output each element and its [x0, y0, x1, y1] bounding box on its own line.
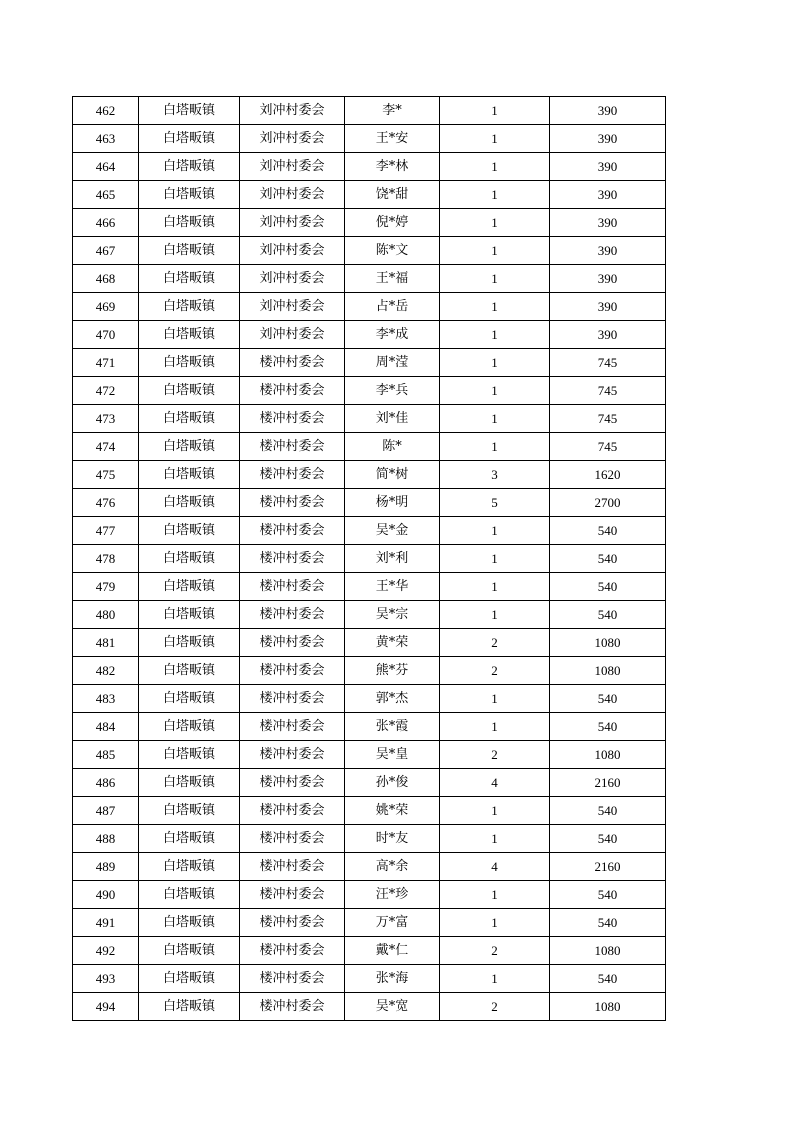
- cell-amount: 390: [550, 237, 666, 265]
- cell-person-count: 1: [440, 881, 550, 909]
- cell-village-committee: 刘冲村委会: [240, 153, 345, 181]
- cell-serial-number: 489: [73, 853, 139, 881]
- cell-village-committee: 楼冲村委会: [240, 349, 345, 377]
- cell-person-name: 王*华: [345, 573, 440, 601]
- table-row: [73, 629, 666, 657]
- cell-town: 白塔畈镇: [139, 153, 240, 181]
- cell-town: 白塔畈镇: [139, 937, 240, 965]
- cell-town: 白塔畈镇: [139, 741, 240, 769]
- cell-town: 白塔畈镇: [139, 629, 240, 657]
- cell-amount: 1080: [550, 657, 666, 685]
- cell-amount: 745: [550, 377, 666, 405]
- cell-person-count: 1: [440, 601, 550, 629]
- cell-serial-number: 466: [73, 209, 139, 237]
- cell-serial-number: 486: [73, 769, 139, 797]
- cell-town: 白塔畈镇: [139, 517, 240, 545]
- cell-amount: 540: [550, 797, 666, 825]
- cell-person-name: 吴*宗: [345, 601, 440, 629]
- cell-serial-number: 476: [73, 489, 139, 517]
- cell-person-count: 1: [440, 153, 550, 181]
- table-row: [73, 125, 666, 153]
- cell-person-name: 饶*甜: [345, 181, 440, 209]
- table-row: [73, 741, 666, 769]
- table-row: [73, 713, 666, 741]
- cell-serial-number: 483: [73, 685, 139, 713]
- cell-amount: 540: [550, 517, 666, 545]
- cell-person-count: 1: [440, 909, 550, 937]
- cell-person-name: 时*友: [345, 825, 440, 853]
- cell-amount: 745: [550, 405, 666, 433]
- cell-town: 白塔畈镇: [139, 97, 240, 125]
- cell-serial-number: 479: [73, 573, 139, 601]
- cell-amount: 390: [550, 321, 666, 349]
- cell-amount: 745: [550, 433, 666, 461]
- cell-village-committee: 楼冲村委会: [240, 993, 345, 1021]
- cell-village-committee: 楼冲村委会: [240, 937, 345, 965]
- table-row: [73, 461, 666, 489]
- beneficiary-table: [72, 96, 666, 1021]
- cell-town: 白塔畈镇: [139, 489, 240, 517]
- cell-town: 白塔畈镇: [139, 237, 240, 265]
- cell-serial-number: 463: [73, 125, 139, 153]
- cell-town: 白塔畈镇: [139, 797, 240, 825]
- cell-serial-number: 493: [73, 965, 139, 993]
- cell-serial-number: 465: [73, 181, 139, 209]
- cell-person-count: 1: [440, 265, 550, 293]
- cell-person-count: 1: [440, 965, 550, 993]
- cell-serial-number: 490: [73, 881, 139, 909]
- cell-town: 白塔畈镇: [139, 545, 240, 573]
- cell-town: 白塔畈镇: [139, 713, 240, 741]
- cell-person-count: 1: [440, 377, 550, 405]
- cell-person-name: 占*岳: [345, 293, 440, 321]
- cell-amount: 540: [550, 825, 666, 853]
- cell-serial-number: 472: [73, 377, 139, 405]
- table-row: [73, 209, 666, 237]
- cell-town: 白塔畈镇: [139, 601, 240, 629]
- table-row: [73, 545, 666, 573]
- cell-village-committee: 楼冲村委会: [240, 685, 345, 713]
- table-row: [73, 153, 666, 181]
- cell-amount: 540: [550, 881, 666, 909]
- cell-village-committee: 刘冲村委会: [240, 237, 345, 265]
- cell-amount: 540: [550, 685, 666, 713]
- table-row: [73, 685, 666, 713]
- cell-person-name: 陈*: [345, 433, 440, 461]
- cell-town: 白塔畈镇: [139, 993, 240, 1021]
- table-row: [73, 517, 666, 545]
- table-row: [73, 293, 666, 321]
- cell-person-name: 王*福: [345, 265, 440, 293]
- cell-town: 白塔畈镇: [139, 657, 240, 685]
- cell-person-count: 5: [440, 489, 550, 517]
- cell-amount: 2160: [550, 769, 666, 797]
- cell-person-name: 简*树: [345, 461, 440, 489]
- cell-village-committee: 楼冲村委会: [240, 433, 345, 461]
- cell-amount: 390: [550, 209, 666, 237]
- cell-person-count: 1: [440, 237, 550, 265]
- cell-person-count: 1: [440, 349, 550, 377]
- cell-person-name: 吴*宽: [345, 993, 440, 1021]
- cell-person-count: 3: [440, 461, 550, 489]
- cell-town: 白塔畈镇: [139, 265, 240, 293]
- cell-person-name: 陈*文: [345, 237, 440, 265]
- table-row: [73, 797, 666, 825]
- cell-village-committee: 楼冲村委会: [240, 405, 345, 433]
- cell-village-committee: 刘冲村委会: [240, 125, 345, 153]
- cell-serial-number: 462: [73, 97, 139, 125]
- cell-person-name: 汪*珍: [345, 881, 440, 909]
- cell-serial-number: 491: [73, 909, 139, 937]
- cell-person-name: 张*海: [345, 965, 440, 993]
- cell-village-committee: 楼冲村委会: [240, 377, 345, 405]
- cell-serial-number: 475: [73, 461, 139, 489]
- table-row: [73, 909, 666, 937]
- cell-serial-number: 470: [73, 321, 139, 349]
- cell-town: 白塔畈镇: [139, 909, 240, 937]
- cell-person-count: 1: [440, 545, 550, 573]
- cell-serial-number: 468: [73, 265, 139, 293]
- cell-serial-number: 494: [73, 993, 139, 1021]
- cell-village-committee: 楼冲村委会: [240, 909, 345, 937]
- cell-town: 白塔畈镇: [139, 433, 240, 461]
- cell-amount: 390: [550, 293, 666, 321]
- cell-town: 白塔畈镇: [139, 181, 240, 209]
- cell-serial-number: 488: [73, 825, 139, 853]
- cell-person-count: 1: [440, 181, 550, 209]
- cell-town: 白塔畈镇: [139, 965, 240, 993]
- cell-person-name: 张*霞: [345, 713, 440, 741]
- cell-person-count: 1: [440, 713, 550, 741]
- cell-amount: 540: [550, 573, 666, 601]
- cell-amount: 540: [550, 601, 666, 629]
- table-row: [73, 433, 666, 461]
- cell-person-count: 1: [440, 125, 550, 153]
- cell-village-committee: 楼冲村委会: [240, 853, 345, 881]
- cell-person-count: 4: [440, 853, 550, 881]
- table-row: [73, 601, 666, 629]
- cell-town: 白塔畈镇: [139, 377, 240, 405]
- cell-amount: 745: [550, 349, 666, 377]
- cell-person-name: 王*安: [345, 125, 440, 153]
- table-row: [73, 97, 666, 125]
- cell-town: 白塔畈镇: [139, 405, 240, 433]
- cell-village-committee: 刘冲村委会: [240, 293, 345, 321]
- cell-village-committee: 楼冲村委会: [240, 629, 345, 657]
- table-row: [73, 853, 666, 881]
- cell-person-count: 2: [440, 937, 550, 965]
- cell-serial-number: 487: [73, 797, 139, 825]
- cell-serial-number: 464: [73, 153, 139, 181]
- table-row: [73, 181, 666, 209]
- cell-person-count: 1: [440, 517, 550, 545]
- cell-person-name: 黄*荣: [345, 629, 440, 657]
- table-row: [73, 881, 666, 909]
- cell-town: 白塔畈镇: [139, 461, 240, 489]
- cell-person-name: 倪*婷: [345, 209, 440, 237]
- table-row: [73, 965, 666, 993]
- table-row: [73, 657, 666, 685]
- cell-person-count: 2: [440, 657, 550, 685]
- cell-serial-number: 480: [73, 601, 139, 629]
- cell-town: 白塔畈镇: [139, 853, 240, 881]
- cell-person-name: 李*林: [345, 153, 440, 181]
- cell-amount: 390: [550, 265, 666, 293]
- table-row: [73, 825, 666, 853]
- cell-person-name: 吴*皇: [345, 741, 440, 769]
- cell-village-committee: 楼冲村委会: [240, 545, 345, 573]
- cell-village-committee: 楼冲村委会: [240, 601, 345, 629]
- cell-person-name: 刘*佳: [345, 405, 440, 433]
- cell-amount: 1080: [550, 741, 666, 769]
- cell-person-count: 2: [440, 741, 550, 769]
- table-row: [73, 489, 666, 517]
- cell-village-committee: 刘冲村委会: [240, 265, 345, 293]
- cell-person-count: 1: [440, 825, 550, 853]
- cell-serial-number: 484: [73, 713, 139, 741]
- table-row: [73, 265, 666, 293]
- cell-serial-number: 485: [73, 741, 139, 769]
- cell-amount: 390: [550, 181, 666, 209]
- cell-town: 白塔畈镇: [139, 349, 240, 377]
- cell-town: 白塔畈镇: [139, 825, 240, 853]
- table-row: [73, 321, 666, 349]
- cell-person-name: 李*兵: [345, 377, 440, 405]
- cell-person-count: 1: [440, 97, 550, 125]
- cell-person-count: 2: [440, 993, 550, 1021]
- cell-amount: 390: [550, 153, 666, 181]
- cell-person-count: 1: [440, 573, 550, 601]
- cell-person-count: 1: [440, 209, 550, 237]
- cell-person-name: 万*富: [345, 909, 440, 937]
- cell-person-count: 1: [440, 797, 550, 825]
- cell-village-committee: 楼冲村委会: [240, 797, 345, 825]
- cell-village-committee: 刘冲村委会: [240, 321, 345, 349]
- cell-amount: 1080: [550, 629, 666, 657]
- cell-person-name: 李*: [345, 97, 440, 125]
- cell-village-committee: 楼冲村委会: [240, 489, 345, 517]
- cell-amount: 2700: [550, 489, 666, 517]
- cell-village-committee: 楼冲村委会: [240, 825, 345, 853]
- cell-village-committee: 楼冲村委会: [240, 741, 345, 769]
- cell-amount: 1080: [550, 937, 666, 965]
- cell-person-count: 1: [440, 433, 550, 461]
- cell-village-committee: 楼冲村委会: [240, 965, 345, 993]
- table-row: [73, 377, 666, 405]
- cell-person-name: 高*余: [345, 853, 440, 881]
- cell-serial-number: 467: [73, 237, 139, 265]
- cell-person-count: 1: [440, 405, 550, 433]
- cell-person-name: 戴*仁: [345, 937, 440, 965]
- table-row: [73, 937, 666, 965]
- cell-person-name: 李*成: [345, 321, 440, 349]
- cell-person-name: 周*滢: [345, 349, 440, 377]
- cell-village-committee: 楼冲村委会: [240, 713, 345, 741]
- cell-amount: 1080: [550, 993, 666, 1021]
- cell-serial-number: 473: [73, 405, 139, 433]
- cell-village-committee: 楼冲村委会: [240, 517, 345, 545]
- cell-amount: 390: [550, 125, 666, 153]
- table-row: [73, 573, 666, 601]
- cell-town: 白塔畈镇: [139, 209, 240, 237]
- cell-town: 白塔畈镇: [139, 321, 240, 349]
- table-row: [73, 769, 666, 797]
- cell-town: 白塔畈镇: [139, 685, 240, 713]
- cell-person-count: 1: [440, 321, 550, 349]
- cell-village-committee: 刘冲村委会: [240, 181, 345, 209]
- table-body: [73, 97, 666, 1021]
- cell-serial-number: 469: [73, 293, 139, 321]
- cell-town: 白塔畈镇: [139, 769, 240, 797]
- table-row: [73, 993, 666, 1021]
- table-row: [73, 237, 666, 265]
- cell-person-count: 1: [440, 293, 550, 321]
- cell-person-count: 1: [440, 685, 550, 713]
- cell-serial-number: 471: [73, 349, 139, 377]
- cell-town: 白塔畈镇: [139, 293, 240, 321]
- cell-serial-number: 482: [73, 657, 139, 685]
- cell-village-committee: 楼冲村委会: [240, 657, 345, 685]
- cell-person-name: 姚*荣: [345, 797, 440, 825]
- cell-serial-number: 477: [73, 517, 139, 545]
- table-row: [73, 349, 666, 377]
- cell-amount: 540: [550, 965, 666, 993]
- cell-amount: 2160: [550, 853, 666, 881]
- cell-person-count: 4: [440, 769, 550, 797]
- cell-person-count: 2: [440, 629, 550, 657]
- cell-amount: 390: [550, 97, 666, 125]
- cell-amount: 540: [550, 909, 666, 937]
- cell-serial-number: 492: [73, 937, 139, 965]
- cell-person-name: 孙*俊: [345, 769, 440, 797]
- cell-person-name: 郭*杰: [345, 685, 440, 713]
- cell-village-committee: 刘冲村委会: [240, 209, 345, 237]
- cell-village-committee: 楼冲村委会: [240, 461, 345, 489]
- cell-village-committee: 楼冲村委会: [240, 769, 345, 797]
- cell-serial-number: 478: [73, 545, 139, 573]
- cell-person-name: 刘*利: [345, 545, 440, 573]
- cell-town: 白塔畈镇: [139, 125, 240, 153]
- cell-amount: 1620: [550, 461, 666, 489]
- cell-person-name: 杨*明: [345, 489, 440, 517]
- cell-person-name: 熊*芬: [345, 657, 440, 685]
- cell-town: 白塔畈镇: [139, 573, 240, 601]
- cell-amount: 540: [550, 545, 666, 573]
- cell-serial-number: 474: [73, 433, 139, 461]
- cell-amount: 540: [550, 713, 666, 741]
- cell-town: 白塔畈镇: [139, 881, 240, 909]
- cell-village-committee: 楼冲村委会: [240, 881, 345, 909]
- cell-village-committee: 楼冲村委会: [240, 573, 345, 601]
- cell-serial-number: 481: [73, 629, 139, 657]
- table-row: [73, 405, 666, 433]
- cell-village-committee: 刘冲村委会: [240, 97, 345, 125]
- cell-person-name: 吴*金: [345, 517, 440, 545]
